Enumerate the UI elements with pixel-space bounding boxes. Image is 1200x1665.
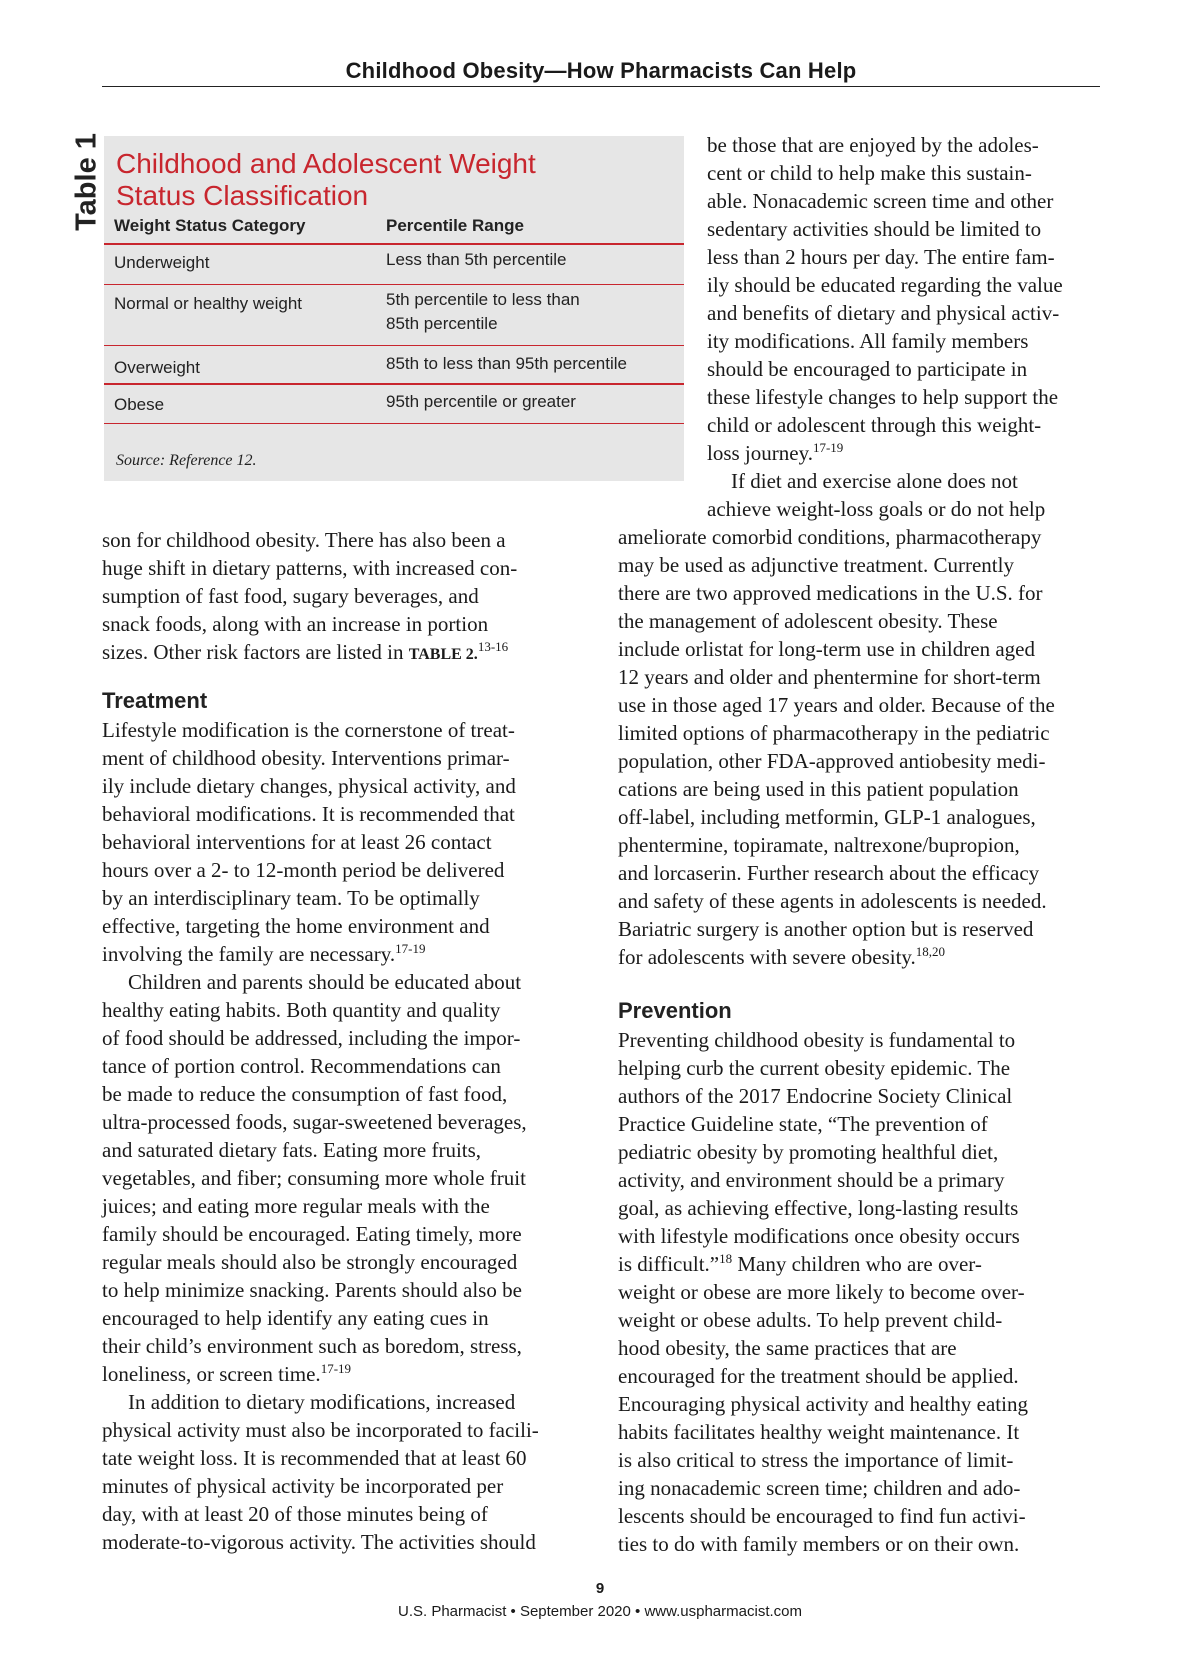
text-line: phentermine, topiramate, naltrexone/bupropion, xyxy=(618,833,1020,857)
text-run: involving the family are necessary. xyxy=(102,942,396,966)
text-line: use in those aged 17 years and older. Because of the xyxy=(618,693,1055,717)
text-line: should be encouraged to participate in xyxy=(707,357,1028,381)
text-line: authors of the 2017 Endocrine Society Clinical xyxy=(618,1084,1013,1108)
text-run: Many children who are over- xyxy=(732,1252,982,1276)
text-line: sedentary activities should be limited to xyxy=(707,217,1042,241)
text-line: effective, targeting the home environment and xyxy=(102,914,490,938)
text-line: ment of childhood obesity. Interventions primar- xyxy=(102,746,510,770)
text-line: include orlistat for long-term use in children aged xyxy=(618,637,1035,661)
text-line: son for childhood obesity. There has also been a xyxy=(102,528,506,552)
text-line: tate weight loss. It is recommended that at least 60 xyxy=(102,1446,527,1470)
table-title-line-2: Status Classification xyxy=(116,180,369,211)
text-run: loneliness, or screen time. xyxy=(102,1362,321,1386)
text-line: ties to do with family members or on their own. xyxy=(618,1532,1020,1556)
pharmacotherapy-paragraph xyxy=(618,523,1055,971)
text-line: be made to reduce the consumption of fast food, xyxy=(102,1082,508,1106)
text-line: lescents should be encouraged to find fun activi- xyxy=(618,1504,1026,1528)
text-line: sumption of fast food, sugary beverages, and xyxy=(102,584,479,608)
text-line: ity modifications. All family members xyxy=(707,329,1029,353)
prevention-heading: Prevention xyxy=(618,998,732,1023)
table-row-category: Underweight xyxy=(114,253,210,272)
text-run: loss journey. xyxy=(707,441,813,465)
text-line: hours over a 2- to 12-month period be delivered xyxy=(102,858,505,882)
citation: 17-19 xyxy=(320,1361,352,1376)
right-top-paragraph xyxy=(707,131,1063,467)
text-line: by an interdisciplinary team. To be optimally xyxy=(102,886,480,910)
citation: 13-16 xyxy=(477,639,509,654)
text-line: cent or child to help make this sustain- xyxy=(707,161,1032,185)
text-line: encouraged to help identify any eating cues in xyxy=(102,1306,489,1330)
text-line: tance of portion control. Recommendations can xyxy=(102,1054,501,1078)
text-line xyxy=(707,439,1063,467)
table-row-range: 85th to less than 95th percentile xyxy=(386,354,627,373)
text-line: hood obesity, the same practices that are xyxy=(618,1336,957,1360)
page-number: 9 xyxy=(595,1580,605,1597)
text-line: with lifestyle modifications once obesity occurs xyxy=(618,1224,1020,1248)
text-line: less than 2 hours per day. The entire fam- xyxy=(707,245,1055,269)
citation: 18,20 xyxy=(915,944,946,959)
text-line: population, other FDA-approved antiobesity medi- xyxy=(618,749,1046,773)
citation: 17-19 xyxy=(812,440,844,455)
text-line: ing nonacademic screen time; children and ado- xyxy=(618,1476,1021,1500)
text-line: achieve weight-loss goals or do not help xyxy=(707,497,1046,521)
text-line: and benefits of dietary and physical activ- xyxy=(707,301,1060,325)
table-row-rule xyxy=(104,383,684,385)
text-line: child or adolescent through this weight- xyxy=(707,413,1042,437)
text-line: able. Nonacademic screen time and other xyxy=(707,189,1054,213)
table-row-category: Obese xyxy=(114,395,165,414)
col-header-range: Percentile Range xyxy=(386,216,524,235)
table-row-range: 95th percentile or greater xyxy=(386,392,576,411)
table-title-line-1: Childhood and Adolescent Weight xyxy=(116,148,536,179)
text-line: physical activity must also be incorporated to facili- xyxy=(102,1418,539,1442)
table-row-range: Less than 5th percentile xyxy=(386,250,567,269)
table-row-range-cont: 85th percentile xyxy=(386,314,498,333)
text-line: to help minimize snacking. Parents should also be xyxy=(102,1278,522,1302)
table-row-range: 5th percentile to less than xyxy=(386,290,580,309)
text-line: huge shift in dietary patterns, with increased con- xyxy=(102,556,518,580)
citation: 18 xyxy=(719,1251,733,1266)
text-line xyxy=(618,943,1055,971)
table-source: Source: Reference 12. xyxy=(116,452,257,469)
text-line: and lorcaserin. Further research about the efficacy xyxy=(618,861,1040,885)
text-line: their child’s environment such as boredom, stress, xyxy=(102,1334,522,1358)
text-line: encouraged for the treatment should be applied. xyxy=(618,1364,1019,1388)
text-line: and saturated dietary fats. Eating more fruits, xyxy=(102,1138,482,1162)
treatment-paragraph-2 xyxy=(102,968,527,1388)
text-line: behavioral modifications. It is recommended that xyxy=(102,802,515,826)
text-line xyxy=(102,638,517,666)
text-line: vegetables, and fiber; consuming more whole fruit xyxy=(102,1166,526,1190)
treatment-paragraph-1 xyxy=(102,716,516,968)
treatment-heading: Treatment xyxy=(102,688,208,713)
table-row-rule xyxy=(104,284,684,285)
left-intro-paragraph xyxy=(102,526,517,666)
text-line: limited options of pharmacotherapy in the pediatric xyxy=(618,721,1050,745)
text-line: Lifestyle modification is the cornerstone of treat- xyxy=(102,718,515,742)
text-line: Preventing childhood obesity is fundamental to xyxy=(618,1028,1016,1052)
col-header-category: Weight Status Category xyxy=(114,216,306,235)
table-row-category: Overweight xyxy=(114,358,200,377)
text-line: these lifestyle changes to help support the xyxy=(707,385,1059,409)
text-line xyxy=(102,1360,527,1388)
text-line: Bariatric surgery is another option but is reserved xyxy=(618,917,1034,941)
text-line: Practice Guideline state, “The prevention of xyxy=(618,1112,988,1136)
text-line: and safety of these agents in adolescents is needed. xyxy=(618,889,1047,913)
text-line: there are two approved medications in the U.S. for xyxy=(618,581,1043,605)
text-line xyxy=(102,940,516,968)
text-line: day, with at least 20 of those minutes being of xyxy=(102,1502,488,1526)
pharmacotherapy-paragraph-start xyxy=(707,467,1045,523)
table-row-category: Normal or healthy weight xyxy=(114,294,303,313)
text-line: ily include dietary changes, physical activity, and xyxy=(102,774,516,798)
text-line: cations are being used in this patient population xyxy=(618,777,1019,801)
text-line: ily should be educated regarding the value xyxy=(707,273,1063,297)
text-line: goal, as achieving effective, long-lasting results xyxy=(618,1196,1019,1220)
table-tab-label xyxy=(70,133,107,231)
text-line: is also critical to stress the importance of limit- xyxy=(618,1448,1014,1472)
table-row-rule xyxy=(104,345,684,346)
prevention-paragraph xyxy=(618,1026,1028,1558)
text-line: behavioral interventions for at least 26 contact xyxy=(102,830,492,854)
header-rule xyxy=(102,86,1100,87)
text-line: Children and parents should be educated about xyxy=(128,970,522,994)
running-header: Childhood Obesity—How Pharmacists Can Help xyxy=(345,58,857,83)
text-line: ameliorate comorbid conditions, pharmacotherapy xyxy=(618,525,1042,549)
table-header-rule xyxy=(104,243,684,245)
text-line: habits facilitates healthy weight maintenance. It xyxy=(618,1420,1020,1444)
text-line: may be used as adjunctive treatment. Currently xyxy=(618,553,1014,577)
text-line: Encouraging physical activity and healthy eating xyxy=(618,1392,1028,1416)
text-line: family should be encouraged. Eating timely, more xyxy=(102,1222,522,1246)
text-line: weight or obese adults. To help prevent child- xyxy=(618,1308,1003,1332)
table-tab-text: Table 1 xyxy=(70,133,103,231)
text-line: healthy eating habits. Both quantity and quality xyxy=(102,998,501,1022)
text-line: pediatric obesity by promoting healthful diet, xyxy=(618,1140,999,1164)
treatment-paragraph-3 xyxy=(102,1388,539,1556)
table-reference: TABLE 2. xyxy=(408,646,478,663)
text-line: helping curb the current obesity epidemic. The xyxy=(618,1056,1011,1080)
text-line: activity, and environment should be a primary xyxy=(618,1168,1005,1192)
text-line: 12 years and older and phentermine for short-term xyxy=(618,665,1041,689)
table-row-rule xyxy=(104,423,684,424)
text-line: off-label, including metformin, GLP-1 analogues, xyxy=(618,805,1036,829)
text-line: juices; and eating more regular meals with the xyxy=(102,1194,490,1218)
text-line xyxy=(618,1250,1028,1278)
text-run: is difficult.” xyxy=(618,1252,720,1276)
citation: 17-19 xyxy=(395,941,426,956)
text-run: for adolescents with severe obesity. xyxy=(618,945,916,969)
text-line: snack foods, along with an increase in portion xyxy=(102,612,489,636)
footer-text: U.S. Pharmacist • September 2020 • www.uspharmacist.com xyxy=(398,1603,802,1620)
text-line: weight or obese are more likely to become over- xyxy=(618,1280,1025,1304)
text-line: be those that are enjoyed by the adoles- xyxy=(707,133,1039,157)
text-run: sizes. Other risk factors are listed in xyxy=(102,640,409,664)
text-line: moderate-to-vigorous activity. The activities should xyxy=(102,1530,536,1554)
text-line: regular meals should also be strongly encouraged xyxy=(102,1250,518,1274)
table-title xyxy=(116,148,676,212)
text-line: the management of adolescent obesity. These xyxy=(618,609,998,633)
text-line: minutes of physical activity be incorporated per xyxy=(102,1474,504,1498)
text-line: ultra-processed foods, sugar-sweetened beverages, xyxy=(102,1110,527,1134)
text-line: of food should be addressed, including the impor- xyxy=(102,1026,521,1050)
text-line: In addition to dietary modifications, increased xyxy=(128,1390,516,1414)
text-line: If diet and exercise alone does not xyxy=(731,469,1018,493)
table-1 xyxy=(104,136,684,481)
